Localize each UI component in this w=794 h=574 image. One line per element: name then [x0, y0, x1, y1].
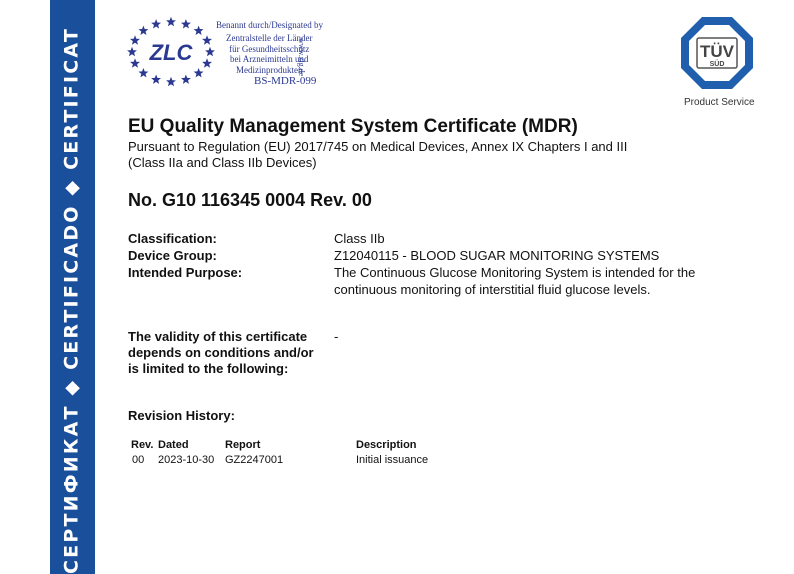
revision-cell: 2023-10-30 — [158, 454, 215, 466]
col-report: Report — [225, 439, 261, 451]
classification-label: Classification: — [128, 231, 217, 246]
subtitle-line: (Class IIa and Class IIb Devices) — [128, 155, 317, 170]
notified-body-code: BS-MDR-099 — [254, 75, 317, 87]
tuv-sud-logo — [680, 16, 754, 90]
star-icon — [151, 75, 161, 84]
intended-purpose-label: Intended Purpose: — [128, 265, 243, 280]
intended-purpose-value: The Continuous Glucose Monitoring System is intended for the — [334, 265, 696, 280]
svg-text:SÜD: SÜD — [709, 61, 725, 68]
validity-value: - — [334, 329, 339, 344]
col-dated: Dated — [158, 439, 189, 451]
revision-cell: Initial issuance — [356, 454, 429, 466]
star-icon — [151, 19, 161, 28]
col-rev: Rev. — [131, 439, 154, 451]
star-icon — [130, 58, 140, 67]
zlc-website: www.zlg.de — [297, 38, 306, 77]
star-icon — [139, 26, 149, 35]
designated-by: Benannt durch/Designated by — [216, 20, 323, 30]
col-description: Description — [356, 439, 417, 451]
certificate-title: EU Quality Management System Certificate (MDR) — [128, 116, 578, 137]
subtitle-line: Pursuant to Regulation (EU) 2017/745 on Medical Devices, Annex IX Chapters I and III — [128, 139, 628, 154]
star-icon — [202, 35, 212, 44]
validity-label: is limited to the following: — [128, 361, 289, 376]
device-group-value: Z12040115 - BLOOD SUGAR MONITORING SYSTEMS — [334, 248, 660, 263]
revision-cell: 00 — [132, 454, 145, 466]
side-band-text: СЕРТИФИКАТ ◆ CERTIFICADO ◆ CERTIFICAT — [60, 27, 83, 574]
svg-text:TÜV: TÜV — [700, 42, 734, 61]
revision-cell: GZ2247001 — [225, 454, 284, 466]
tuv-caption: Product Service — [684, 97, 755, 108]
star-icon — [127, 47, 137, 56]
validity-label: depends on conditions and/or — [128, 345, 314, 360]
zlc-logo — [126, 16, 216, 88]
star-icon — [194, 26, 204, 35]
star-icon — [130, 35, 140, 44]
star-icon — [181, 75, 191, 84]
star-icon — [139, 68, 149, 77]
star-icon — [202, 58, 212, 67]
star-icon — [166, 77, 176, 86]
certificate-number: No. G10 116345 0004 Rev. 00 — [128, 190, 372, 210]
star-icon — [166, 17, 176, 26]
star-icon — [194, 68, 204, 77]
device-group-label: Device Group: — [128, 248, 217, 263]
revision-history-heading: Revision History: — [128, 408, 235, 423]
svg-text:ZLC: ZLC — [149, 40, 193, 65]
zlc-name: Zentralstelle der Länder für Gesundheitsschutz bei Arzneimitteln und Medizinprodukten — [226, 33, 313, 75]
star-icon — [205, 47, 215, 56]
validity-label: The validity of this certificate — [128, 329, 308, 344]
intended-purpose-value: continuous monitoring of interstitial fluid glucose levels. — [334, 282, 651, 297]
classification-value: Class IIb — [334, 231, 385, 246]
star-icon — [181, 19, 191, 28]
